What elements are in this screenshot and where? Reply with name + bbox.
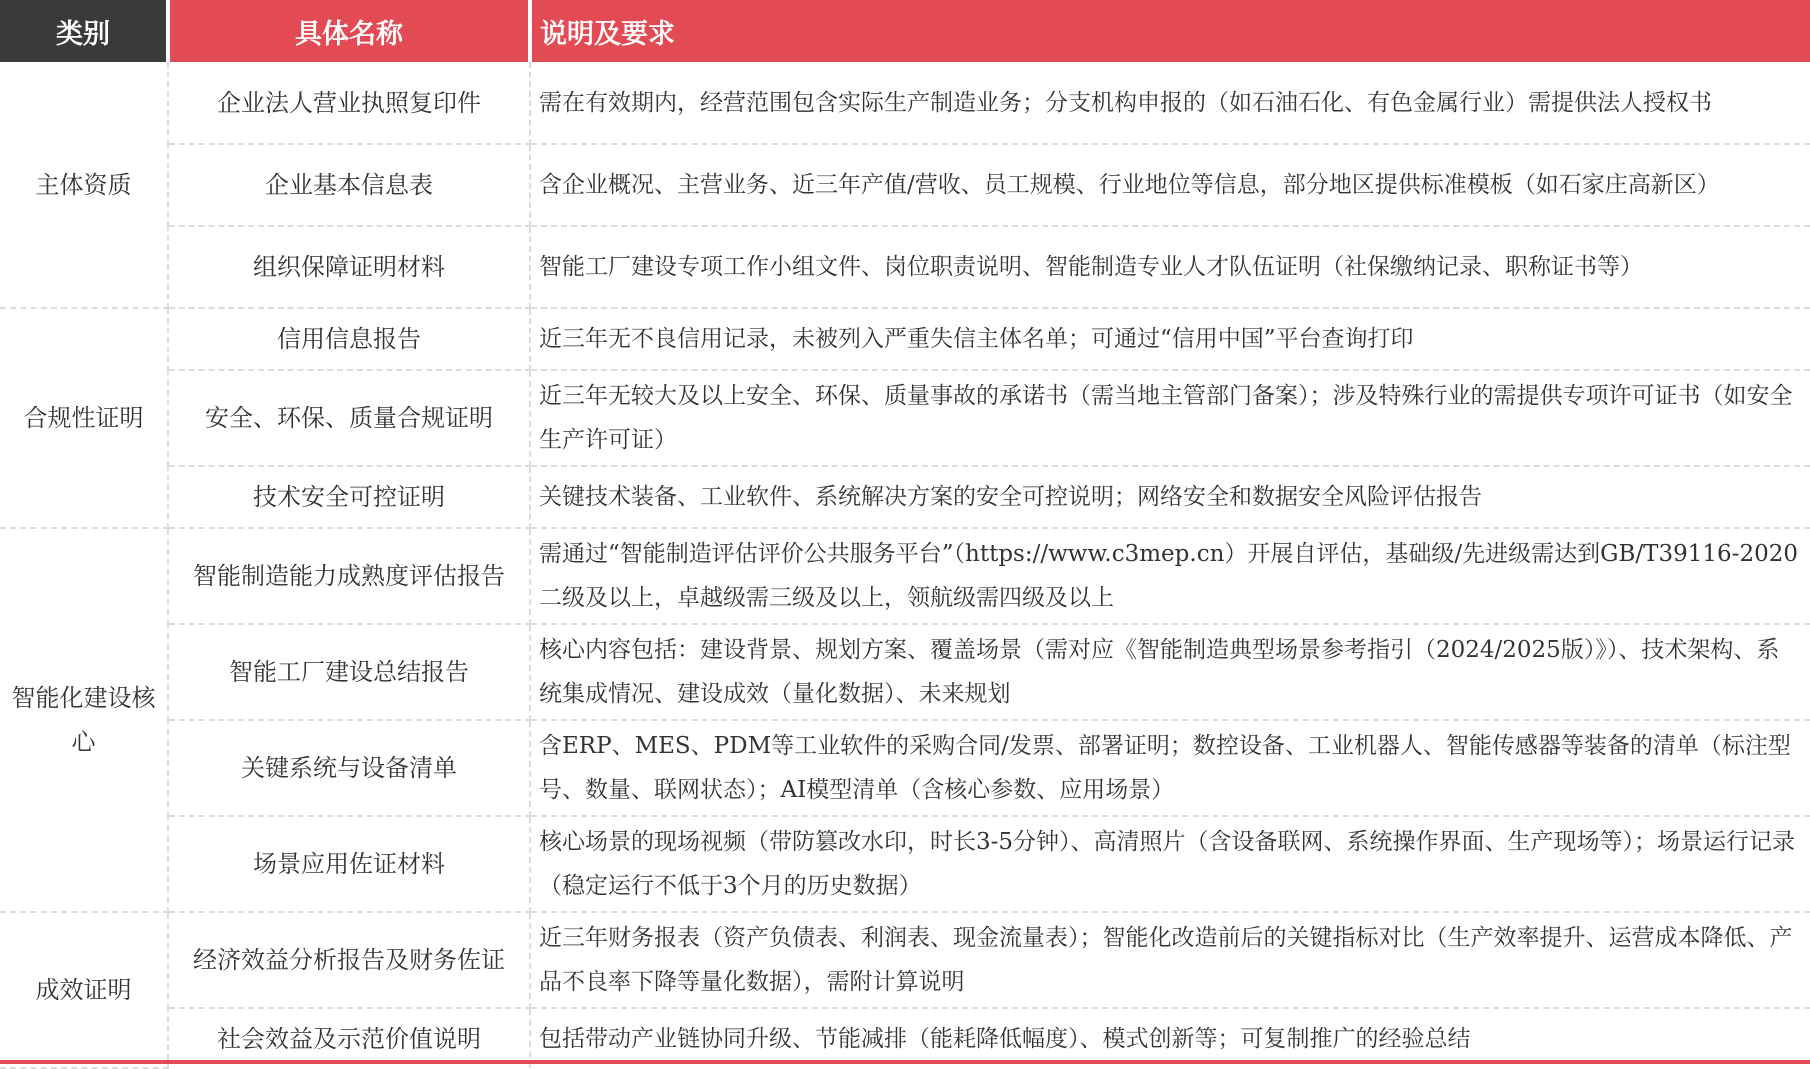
table-row [0, 62, 1810, 144]
item-name: 企业基本信息表 [168, 144, 530, 226]
item-name: 信用信息报告 [168, 308, 530, 370]
category-cell: 成效证明 [0, 912, 168, 1068]
table-row [0, 308, 1810, 370]
item-name: 社会效益及示范价值说明 [168, 1008, 530, 1068]
table-row [0, 816, 1810, 912]
table-row [0, 370, 1810, 466]
bottom-accent-rule [0, 1060, 1810, 1064]
item-description: 需通过“智能制造评估评价公共服务平台”（https://www.c3mep.cn）开展自评估，基础级/先进级需达到GB/T39116-2020二级及以上，卓越级需三级及以上，领航级需四级及以上 [530, 528, 1810, 624]
item-name: 经济效益分析报告及财务佐证 [168, 912, 530, 1008]
item-description: 近三年无较大及以上安全、环保、质量事故的承诺书（需当地主管部门备案）；涉及特殊行业的需提供专项许可证书（如安全生产许可证） [530, 370, 1810, 466]
header-name: 具体名称 [168, 0, 530, 62]
table-row [0, 624, 1810, 720]
item-description: 包括带动产业链协同升级、节能减排（能耗降低幅度）、模式创新等；可复制推广的经验总结 [539, 1025, 1471, 1052]
table-row [0, 466, 1810, 528]
item-description: 近三年财务报表（资产负债表、利润表、现金流量表）；智能化改造前后的关键指标对比（生产效率提升、运营成本降低、产品不良率下降等量化数据），需附计算说明 [530, 912, 1810, 1008]
item-description: 近三年无不良信用记录，未被列入严重失信主体名单；可通过“信用中国”平台查询打印 [530, 308, 1810, 370]
header-description: 说明及要求 [530, 0, 1810, 62]
item-name: 智能制造能力成熟度评估报告 [168, 528, 530, 624]
item-description: 含企业概况、主营业务、近三年产值/营收、员工规模、行业地位等信息，部分地区提供标准模板（如石家庄高新区） [530, 144, 1810, 226]
item-description: 需在有效期内，经营范围包含实际生产制造业务；分支机构申报的（如石油石化、有色金属行业）需提供法人授权书 [530, 62, 1810, 144]
item-name: 组织保障证明材料 [168, 226, 530, 308]
table-row [0, 144, 1810, 226]
table-row [0, 1008, 1810, 1068]
category-cell: 主体资质 [0, 62, 168, 308]
table-row [0, 226, 1810, 308]
table-row [0, 528, 1810, 624]
item-name: 场景应用佐证材料 [168, 816, 530, 912]
item-name: 关键系统与设备清单 [168, 720, 530, 816]
table-header-row [0, 0, 1810, 62]
item-description: 核心内容包括：建设背景、规划方案、覆盖场景（需对应《智能制造典型场景参考指引（2024/2025版）》）、技术架构、系统集成情况、建设成效（量化数据）、未来规划 [530, 624, 1810, 720]
item-description: 核心场景的现场视频（带防篡改水印，时长3-5分钟）、高清照片（含设备联网、系统操作界面、生产现场等）；场景运行记录（稳定运行不低于3个月的历史数据） [530, 816, 1810, 912]
category-cell: 智能化建设核心 [0, 528, 168, 912]
category-cell: 合规性证明 [0, 308, 168, 528]
item-name: 智能工厂建设总结报告 [168, 624, 530, 720]
header-category: 类别 [0, 0, 168, 62]
item-name: 技术安全可控证明 [168, 466, 530, 528]
item-description: 关键技术装备、工业软件、系统解决方案的安全可控说明；网络安全和数据安全风险评估报告 [530, 466, 1810, 528]
table-row [0, 912, 1810, 1008]
table-row [0, 720, 1810, 816]
item-description: 含ERP、MES、PDM等工业软件的采购合同/发票、部署证明；数控设备、工业机器人、智能传感器等装备的清单（标注型号、数量、联网状态）；AI模型清单（含核心参数、应用场景） [530, 720, 1810, 816]
item-name: 企业法人营业执照复印件 [168, 62, 530, 144]
item-description: 智能工厂建设专项工作小组文件、岗位职责说明、智能制造专业人才队伍证明（社保缴纳记录、职称证书等） [530, 226, 1810, 308]
item-name: 安全、环保、质量合规证明 [168, 370, 530, 466]
